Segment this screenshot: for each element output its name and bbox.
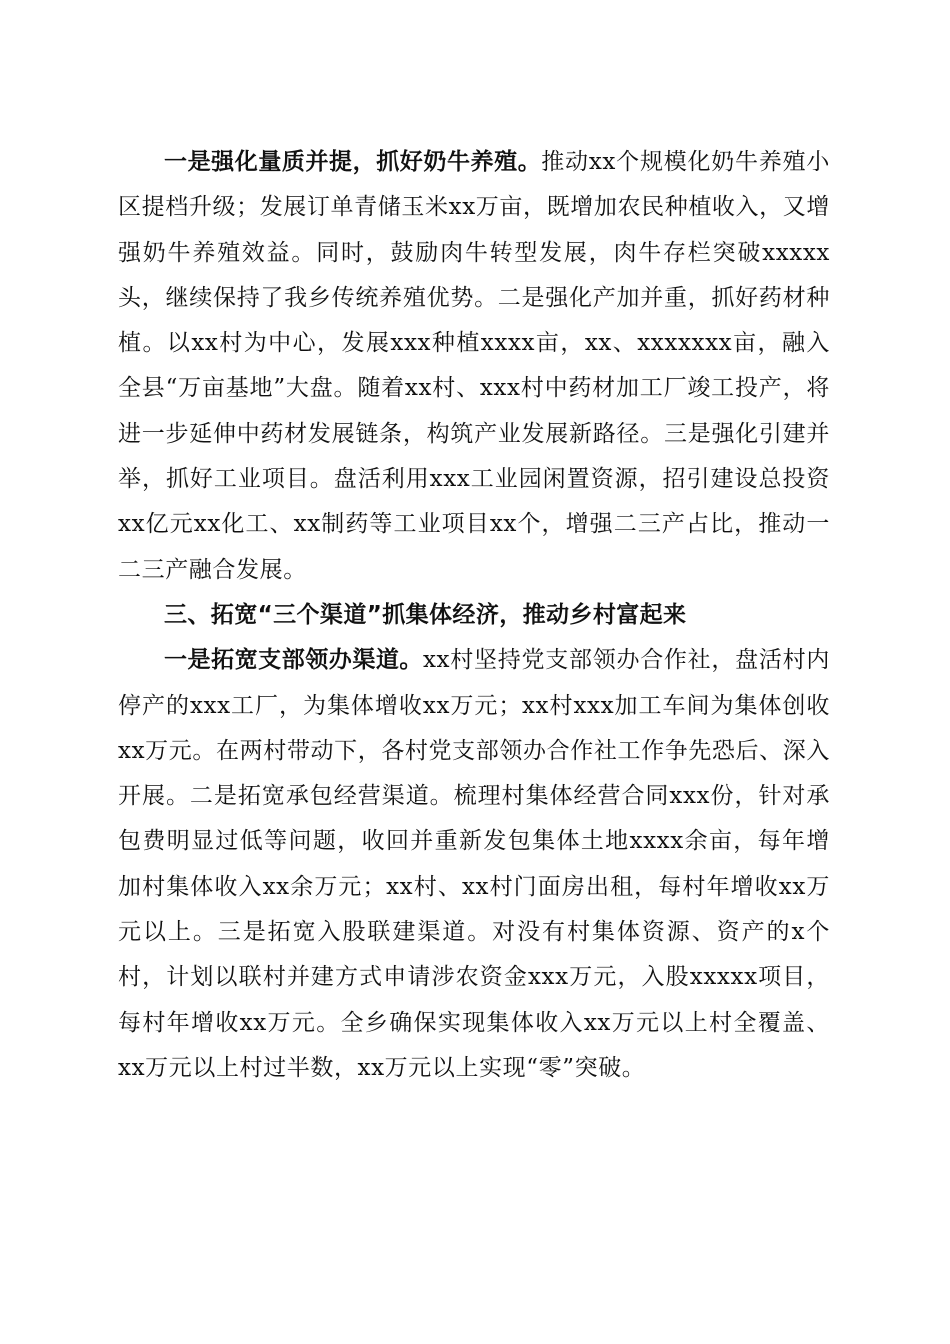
paragraph-collective-economy-body: xx村坚持党支部领办合作社，盘活村内停产的xxx工厂，为集体增收xx万元；xx村xxx加工车间为集体创收xx万元。在两村带动下，各村党支部领办合作社工作争先恐后、深入开展。二是拓宽承包经营渠道。梳理村集体经营合同xxx份，针对承包费明显过低等问题，收回并重新发包集体土地xxxx余亩，每年增加村集体收入xx余万元；xx村、xx村门面房出租，每村年增收xx万元以上。三是拓宽入股联建渠道。对没有村集体资源、资产的x个村，计划以联村并建方式申请涉农资金xxx万元，入股xxxxx项目，每村年增收xx万元。全乡确保实现集体收入xx万元以上村全覆盖、xx万元以上村过半数，xx万元以上实现“零”突破。 (118, 647, 830, 1081)
paragraph-industry (118, 140, 830, 593)
paragraph-industry-lead: 一是强化量质并提，抓好奶牛养殖。 (164, 149, 542, 175)
paragraph-collective-economy-lead: 一是拓宽支部领办渠道。 (164, 647, 423, 674)
paragraph-industry-body: 推动xx个规模化奶牛养殖小区提档升级；发展订单青储玉米xx万亩，既增加农民种植收入，又增强奶牛养殖效益。同时，鼓励肉牛转型发展，肉牛存栏突破xxxxx头，继续保持了我乡传统养殖优势。二是强化产加并重，抓好药材种植。以xx村为中心，发展xxx种植xxxx亩，xx、xxxxxxx亩，融入全县“万亩基地”大盘。随着xx村、xxx村中药材加工厂竣工投产，将进一步延伸中药材发展链条，构筑产业发展新路径。三是强化引建并举，抓好工业项目。盘活利用xxx工业园闲置资源，招引建设总投资xx亿元xx化工、xx制药等工业项目xx个，增强二三产占比，推动一二三产融合发展。 (118, 149, 830, 583)
paragraph-collective-economy (118, 638, 830, 1091)
document-page (118, 140, 830, 1091)
section-heading: 三、拓宽“三个渠道”抓集体经济，推动乡村富起来 (164, 601, 687, 628)
